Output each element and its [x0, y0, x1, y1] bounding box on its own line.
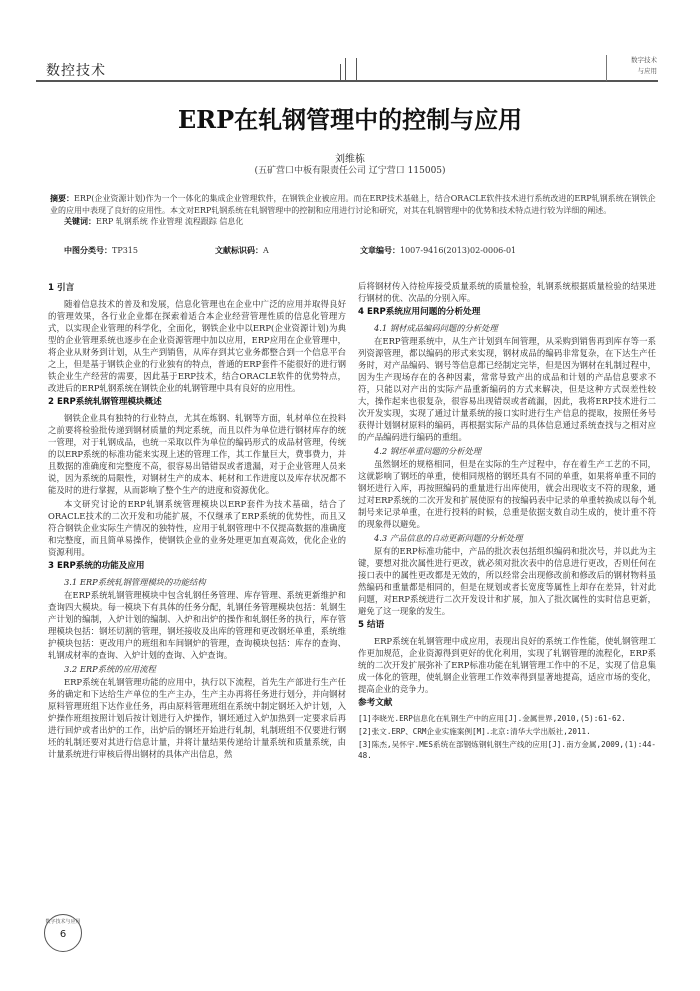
- reference-item: [2]张文.ERP、CRM企业实施案例[M].北京:清华大学出版社,2011.: [358, 727, 591, 736]
- section-3-1-heading: 3.1 ERP系统轧钢管理模块的功能结构: [64, 577, 206, 587]
- references-list: [358, 713, 656, 761]
- section-2-paragraph-1: 钢铁企业具有独特的行业特点，尤其在炼钢、轧钢等方面，轧材单位在投料之前要将检验批传递到钢材质量的判定系统，而且以件为单位进行钢材库存的统一管理，对于轧钢成品，也统一采取以件为单位的编码形式的成品材管理，传统的以ERP系统的标准功能来实现上述的管理工作，其工作量巨大，费事费力，并且数据的准确度和完整度不高，很容易出错错误或者遗漏，对于企业管理人员来说，因为系统的局限性，对钢材生产的成本、耗材和工作进度以及库存状况都不能及时的进行掌握，从而影响了整个生产的进度和资源优化。: [48, 413, 346, 495]
- section-4-1-paragraph: 在ERP管理系统中，从生产计划到车间管理，从采购到销售再到库存等一系列资源管理，都以编码的形式来实现，钢材成品的编码非常复杂，在下达生产任务时，对产品编码、钢号等信息都已经制定完毕，但是因为钢材在轧制过程中，因为生产现场存在的各种因素，常常导致产出的成品和计划的产品信息要求不符，只能以对产出的实际产品重新编码的方式来解决，但是这种方式误差性较大，操作起来也很复杂，很容易出现错误或者疏漏，因此，我将ERP技术进行二次开发实现，实现了通过计量系统的接口实时进行生产信息的提取，按照任务号获得计划钢材原料的编码，再根据实际产品的具体信息通过系统查找与之相对应的产品编码进行编码的重组。: [358, 336, 656, 442]
- section-5-heading: 5 结语: [358, 620, 385, 630]
- section-4-3-paragraph: 原有的ERP标准功能中，产品的批次表包括组织编码和批次号，并以此为主键，要想对批次属性进行更改，就必须对批次表中的信息进行更改，否则任何在接口表中的属性更改都是无效的，所以经常会出现修改前和修改后的钢材物料虽然编码和重量都是相同的，但是在规划或者长宽度等属性上却存在差异，针对此问题，对ERP系统进行二次开发设计和扩展，加入了批次属性的实时信息更新，避免了这一现象的发生。: [358, 546, 656, 616]
- abstract-text: ERP(企业资源计划)作为一个一体化的集成企业管理软件，在钢铁企业被应用。而在ERP技术基础上，结合ORACLE软件技术进行系统改进的ERP轧钢系统在钢铁企业的应用中表现了良好的应用性。本文对ERP轧钢系统在轧钢管理中的控制和应用进行讨论和研究，对其在轧钢管理中的优势和技术特点进行较为详细的阐述。: [50, 194, 656, 215]
- section-2-paragraph-2: 本文研究讨论的ERP轧钢系统管理模块以ERP套件为技术基础，结合了ORACLE技术的二次开发和功能扩展，不仅继承了ERP系统的优势性，而且又符合钢铁企业实际生产情况的独特性，应用于轧钢管理中不仅提高数据的准确度和完整度，而且简单易操作，使钢铁企业的业务处理更加直观高效，优化企业的资源利用。: [48, 499, 346, 557]
- section-5-paragraph: ERP系统在轧钢管理中成应用，表现出良好的系统工作性能，使轧钢管理工作更加规范，企业资源得到更好的优化利用，实现了轧钢管理的流程化，ERP系统的二次开发扩展弥补了ERP标准功能在轧钢管理工作中的不足，实现了信息集成一体化的管理，使轧钢企业管理工作效率得到显著地提高，适应市场的变化，提高企业的竞争力。: [358, 636, 656, 694]
- doc-code-value: A: [263, 246, 269, 255]
- header-rule: [36, 80, 658, 82]
- section-3-1-paragraph: 在ERP系统轧钢管理模块中包含轧钢任务管理、库存管理、系统更新维护和查询四大模块。每一模块下有具体的任务分配，轧钢任务管理模块包括：轧钢生产计划的编制，入炉计划的编制、入炉和出炉的操作和轧钢任务的执行，库存管理模块包括：钢坯切割的管理，钢坯接收及出库的管理和更改钢坯单重，系统维护模块包括：更改用户的班组和车间钢炉的管理，查询模块包括：库存的查询、轧钢成材率的查询、入炉计划的查询、入炉查询。: [48, 590, 346, 660]
- header-section-title: 数控技术: [46, 63, 106, 79]
- article-no-meta: [360, 245, 516, 256]
- header-bars: [345, 58, 357, 80]
- article-title: ERP在轧钢管理中的控制与应用: [177, 105, 523, 134]
- section-2-heading: 2 ERP系统轧钢管理模块概述: [48, 397, 162, 407]
- journal-logo-bottom: 与应用: [637, 67, 657, 75]
- section-3-2-heading: 3.2 ERP系统的应用流程: [64, 664, 156, 674]
- keywords: [50, 216, 656, 228]
- keywords-text: ERP 轧钢系统 作业管理 流程跟踪 信息化: [96, 217, 244, 226]
- section-1-heading: 1 引言: [48, 283, 75, 293]
- reference-item: [3]陈杰,吴怀宇.MES系统在部钢炼钢轧钢生产线的应用[J].南方金属,2009,(1):44-48.: [358, 740, 656, 760]
- journal-logo-top: 数字技术: [631, 56, 657, 64]
- abstract-block: [50, 193, 656, 228]
- header-bar-thin: [340, 64, 341, 80]
- article-no-label: 文章编号：: [360, 246, 400, 255]
- section-4-2-paragraph: 虽然钢坯的规格相同，但是在实际的生产过程中，存在着生产工艺的不同，这就影响了钢坯的单重，使相同规格的钢坯具有不同的单重，如果将单重不同的钢坯进行入库，再按照编码的重量进行出库使用，就会出现收支不符的现象，通过对ERP系统的二次开发和扩展使原有的按编码表中记录的单重转换成以每个轧制号来记录单重，在进行投料的时候，总重是依据支数自动生成的，使计重不符的现象得以避免。: [358, 459, 656, 529]
- section-4-3-heading: 4.3 产品信息的自动更新问题的分析处理: [374, 533, 523, 543]
- clc-label: 中图分类号：: [64, 246, 112, 255]
- section-3-heading: 3 ERP系统的功能及应用: [48, 561, 145, 571]
- author: 刘维栋: [335, 154, 365, 165]
- section-3-2-paragraph: ERP系统在轧钢管理功能的应用中，执行以下流程，首先生产部进行生产任务的确定和下达给生产单位的生产主办，生产主办再将任务进行划分，并向钢材原料管理班组下达作业任务，再由原料管理班组在系统中制定钢坯入炉计划，入炉操作班组按照计划后按计划进行入炉操作，钢坯通过入炉加热到一定要求后再进行回炉或者出炉的工作，出炉后的钢坯开始进行轧制，轧制班组不仅要进行钢坯的轧制还要对其进行信息计量，并将计量结果传递给计量系统和质量系统，由计量系统进行审核后得出钢材的具体产出信息，然: [48, 677, 346, 759]
- section-3-2-continued: 后将钢材传入待检库接受质量系统的质量检验，轧钢系统根据质量检验的结果进行钢材的优、次品的分别入库。: [358, 281, 656, 303]
- section-1-paragraph: 随着信息技术的普及和发展，信息化管理也在企业中广泛的应用并取得良好的管理效果，各行业企业都在探索着适合本企业经营管理性质的信息化管理方式，以实现企业管理的科学化，全面化，钢铁企业中以ERP(企业资源计划)为典型的企业管理系统也逐步在企业资源管理中加以应用，ERP应用在企业管理中，将企业从财务到计划，从生产到销售，从库存到其它业务都整合到一个信息平台之上，但是基于钢铁企业的行业独有的特点，普通的ERP套件不能很好的进行钢铁企业生产经营的需要，因此基于ERP技术，结合ORACLE软件的优势特点，改进后的ERP轧钢系统在钢铁企业的轧钢管理中具有良好的应用性。: [48, 299, 346, 393]
- affiliation: (五矿营口中板有限责任公司 辽宁营口 115005): [254, 166, 446, 176]
- clc-value: TP315: [112, 246, 138, 255]
- article-no-value: 1007-9416(2013)02-0006-01: [400, 246, 517, 255]
- stamp-text: 数字技术与应用: [45, 919, 81, 925]
- section-4-heading: 4 ERP系统应用问题的分析处理: [358, 307, 481, 317]
- journal-logo: [606, 55, 657, 81]
- section-4-2-heading: 4.2 钢坯单重问题的分析处理: [374, 446, 482, 456]
- doc-code-label: 文献标识码：: [215, 246, 263, 255]
- keywords-label: 关键词：: [64, 217, 96, 226]
- section-4-1-heading: 4.1 钢材成品编码问题的分析处理: [374, 323, 498, 333]
- doc-code-meta: [215, 245, 269, 256]
- abstract-label: 摘要：: [50, 194, 74, 203]
- abstract: [50, 193, 656, 216]
- right-column: [358, 280, 656, 763]
- page-stamp: [44, 914, 82, 952]
- left-column: [48, 280, 346, 762]
- clc-meta: [64, 245, 138, 256]
- reference-item: [1]李晓光.ERP信息化在轧钢生产中的应用[J].金属世界,2010,(5):61-62.: [358, 714, 626, 723]
- page-number: 6: [59, 929, 67, 940]
- references-heading: 参考文献: [358, 698, 393, 708]
